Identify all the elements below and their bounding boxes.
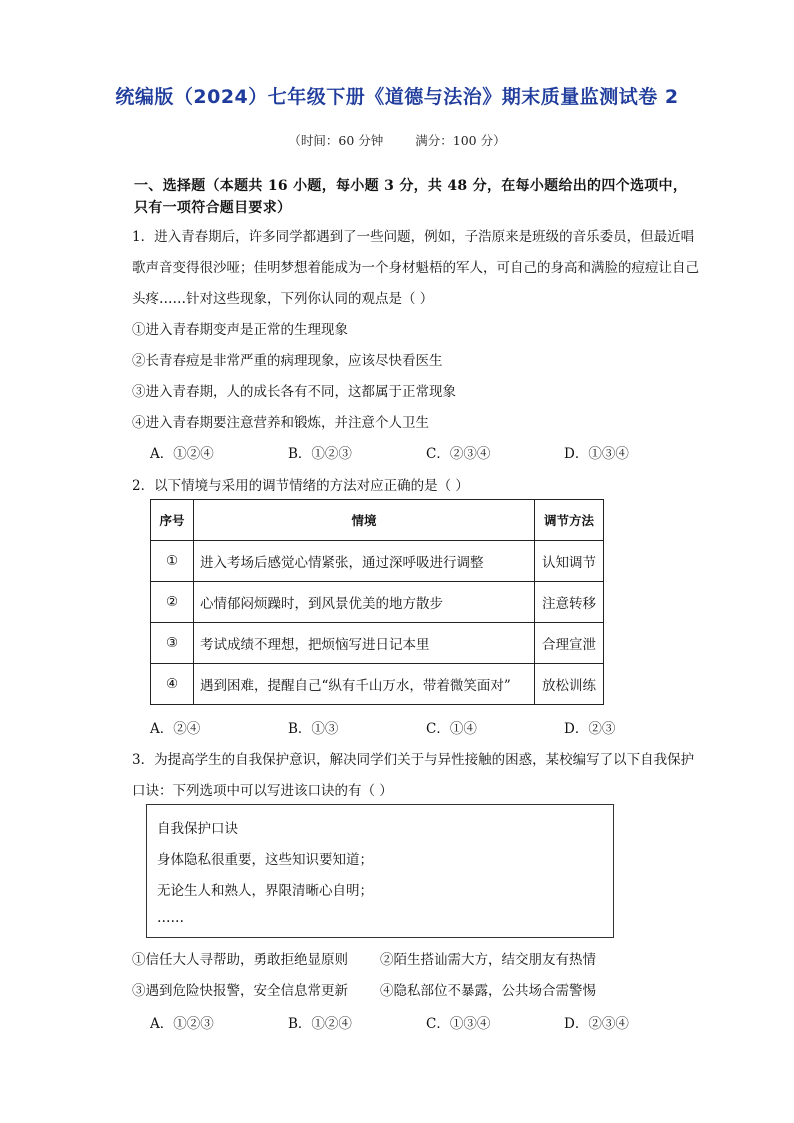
q2-options — [150, 717, 702, 737]
q1-stem-line: 歌声音变得很沙哑；佳明梦想着能成为一个身材魁梧的军人，可自己的身高和满脸的痘痘让自己 — [132, 260, 699, 276]
exam-time-score — [0, 131, 794, 149]
safety-rhyme-box — [146, 804, 614, 938]
exam-title: 统编版（2024）七年级下册《道德与法治》期末质量监测试卷 2 — [115, 86, 679, 108]
table-header: 序号 — [151, 500, 194, 541]
table-cell: 考试成绩不理想，把烦恼写进日记本里 — [194, 623, 535, 664]
q3-option-c[interactable]: C．①③④ — [426, 1016, 491, 1032]
q1-statement: ④进入青春期要注意营养和锻炼，并注意个人卫生 — [132, 415, 429, 431]
section-heading — [134, 175, 734, 219]
table-cell: ③ — [151, 623, 194, 664]
table-cell: ① — [151, 541, 194, 582]
q3-options — [150, 1012, 702, 1032]
table-cell: 遇到困难，提醒自己“纵有千山万水，带着微笑面对” — [194, 664, 535, 705]
table-cell: 进入考场后感觉心情紧张，通过深呼吸进行调整 — [194, 541, 535, 582]
q3-stem-line: 3．为提高学生的自我保护意识，解决同学们关于与异性接触的困惑，某校编写了以下自我保护 — [132, 752, 695, 768]
rhyme-title: 自我保护口诀 — [157, 821, 238, 837]
table-cell: 注意转移 — [535, 582, 604, 623]
table-cell: ② — [151, 582, 194, 623]
q1-stem-line: 头疼……针对这些现象，下列你认同的观点是（ ） — [132, 291, 434, 307]
section-heading-line: 一、选择题（本题共 16 小题，每小题 3 分，共 48 分，在每小题给出的四个选项中， — [134, 178, 688, 194]
table-row — [151, 623, 604, 664]
q1-stem-line: 1．进入青春期后，许多同学都遇到了一些问题，例如，子浩原来是班级的音乐委员，但最近唱 — [132, 229, 695, 245]
q3-statement: ①信任大人寻帮助，勇敢拒绝显原则 — [132, 952, 348, 968]
q3-statement: ④隐私部位不暴露，公共场合需警惕 — [380, 983, 596, 999]
table-header: 情境 — [194, 500, 535, 541]
q1-option-d[interactable]: D．①③④ — [564, 446, 629, 462]
q1-statement: ③进入青春期，人的成长各有不同，这都属于正常现象 — [132, 384, 456, 400]
q1-option-c[interactable]: C．②③④ — [426, 446, 491, 462]
table-cell: 认知调节 — [535, 541, 604, 582]
q2-stem: 2．以下情境与采用的调节情绪的方法对应正确的是（ ） — [132, 478, 469, 494]
rhyme-line: 无论生人和熟人，界限清晰心自明； — [157, 883, 373, 899]
q1-options — [150, 442, 702, 462]
q1-statement: ②长青春痘是非常严重的病理现象，应该尽快看医生 — [132, 353, 443, 369]
section-heading-line: 只有一项符合题目要求） — [134, 200, 292, 216]
q2-option-a[interactable]: A．②④ — [150, 721, 201, 737]
table-cell: 合理宣泄 — [535, 623, 604, 664]
q3-statement: ③遇到危险快报警，安全信息常更新 — [132, 983, 348, 999]
exam-score: 满分：100 分） — [415, 133, 506, 148]
table-header-row — [151, 500, 604, 541]
table-row — [151, 541, 604, 582]
q1-statement: ①进入青春期变声是正常的生理现象 — [132, 322, 348, 338]
table-row — [151, 582, 604, 623]
q3-option-a[interactable]: A．①②③ — [150, 1016, 214, 1032]
table-cell: 放松训练 — [535, 664, 604, 705]
q3-statement: ②陌生搭讪需大方，结交朋友有热情 — [380, 952, 596, 968]
q1-option-a[interactable]: A．①②④ — [150, 446, 214, 462]
table-row — [151, 664, 604, 705]
q2-option-c[interactable]: C．①④ — [426, 721, 477, 737]
q2-option-b[interactable]: B．①③ — [288, 721, 339, 737]
q2-option-d[interactable]: D．②③ — [564, 721, 616, 737]
q3-option-d[interactable]: D．②③④ — [564, 1016, 629, 1032]
q1-option-b[interactable]: B．①②③ — [288, 446, 352, 462]
table-cell: ④ — [151, 664, 194, 705]
q3-stem-line: 口诀：下列选项中可以写进该口诀的有（ ） — [132, 783, 393, 799]
table-header: 调节方法 — [535, 500, 604, 541]
exam-time: （时间：60 分钟 — [288, 133, 384, 148]
table-cell: 心情郁闷烦躁时，到风景优美的地方散步 — [194, 582, 535, 623]
q3-option-b[interactable]: B．①②④ — [288, 1016, 352, 1032]
rhyme-ellipsis: …… — [157, 910, 184, 926]
rhyme-line: 身体隐私很重要，这些知识要知道； — [157, 852, 373, 868]
emotion-table — [150, 499, 604, 705]
